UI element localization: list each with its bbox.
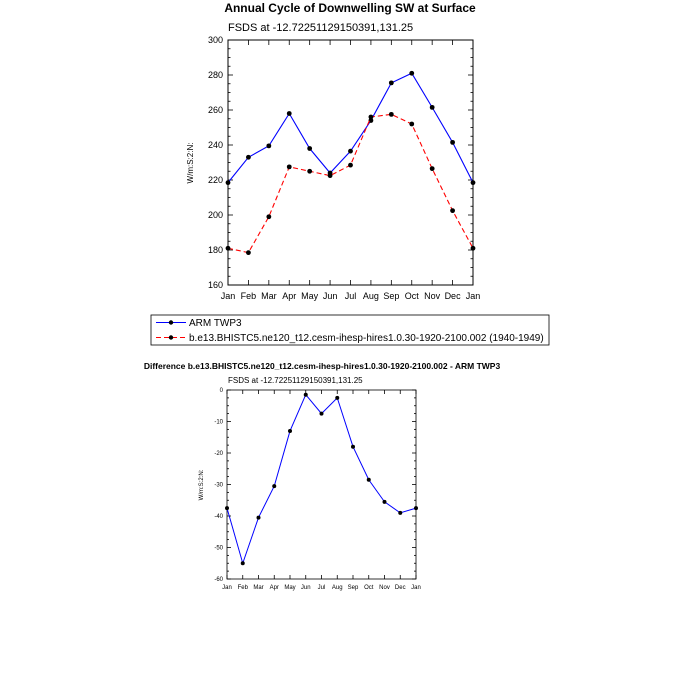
axes [208,35,480,301]
y-tick-label: 300 [207,35,223,46]
x-tick-label: Nov [379,585,390,591]
x-tick-label: Feb [240,291,257,301]
data-point [304,393,308,397]
x-tick-label: Oct [404,291,419,301]
x-tick-label: Oct [364,585,374,591]
data-point [287,111,292,116]
chart-title: Annual Cycle of Downwelling SW at Surface [224,1,476,15]
y-tick-label: 0 [219,388,223,395]
x-tick-label: May [284,585,296,591]
data-point [389,80,394,85]
y-tick-label: -40 [214,514,223,521]
data-point [266,143,271,148]
data-point [307,169,312,174]
y-tick-label: 180 [207,245,223,256]
data-point [369,115,374,120]
data-point [430,166,435,171]
data-point [351,445,355,449]
y-axis-label: W/m:S:2:N: [199,469,205,501]
y-tick-label: 220 [207,175,223,186]
plot-frame [227,390,416,579]
data-point [225,506,229,510]
x-tick-label: Mar [253,585,264,591]
data-point [307,146,312,151]
data-point [328,173,333,178]
data-point [383,500,387,504]
x-tick-label: Apr [282,291,297,301]
data-point [226,246,231,251]
x-tick-label: Dec [394,585,406,591]
legend-label-arm: ARM TWP3 [189,318,242,329]
data-point [288,429,292,433]
y-tick-label: -60 [214,577,223,584]
data-point [266,214,271,219]
x-tick-label: Aug [331,585,343,591]
y-tick-label: 240 [207,140,223,151]
data-point [287,164,292,169]
y-tick-label: 260 [207,105,223,116]
data-point [246,155,251,160]
y-axis-label: W/m:S:2:N: [186,142,195,184]
data-point [398,511,402,515]
data-point [241,561,245,565]
x-tick-label: Feb [237,585,248,591]
plot-frame [228,40,473,285]
x-tick-label: Jul [317,585,326,591]
series-layer [226,71,476,255]
y-tick-label: -20 [214,451,223,458]
y-tick-label: -10 [214,419,223,426]
data-point [335,396,339,400]
y-tick-label: 200 [207,210,223,221]
x-tick-label: Sep [383,291,400,301]
series-layer [225,393,418,566]
y-tick-label: 160 [207,280,223,291]
data-point [471,246,476,251]
data-point [257,516,261,520]
data-point [409,122,414,127]
data-point [409,71,414,76]
legend-label-model: b.e13.BHISTC5.ne120_t12.cesm-ihesp-hires1.0.30-1920-2100.002 (1940-1949) [189,333,544,344]
data-point [348,149,353,154]
legend-marker-arm [169,320,173,324]
difference-chart [144,361,501,591]
x-tick-label: Jan [465,291,481,301]
x-tick-label: Jan [411,585,421,591]
legend-marker-model [169,335,173,339]
data-point [389,112,394,117]
chart-subtitle: FSDS at -12.72251129150391,131.25 [228,22,414,34]
data-point [320,412,324,416]
data-point [367,478,371,482]
x-tick-label: Jun [300,585,311,591]
data-point [348,163,353,168]
x-tick-label: Nov [424,291,441,301]
data-point [246,250,251,255]
data-point [471,180,476,185]
legend [151,315,549,345]
x-tick-label: Apr [269,585,279,591]
data-point [450,140,455,145]
annual-cycle-chart [151,1,549,345]
x-tick-label: Jun [322,291,338,301]
x-tick-label: Aug [362,291,379,301]
data-point [226,180,231,185]
data-point [430,105,435,110]
y-tick-label: -30 [214,482,223,489]
chart-title: Difference b.e13.BHISTC5.ne120_t12.cesm-ihesp-hires1.0.30-1920-2100.002 - ARM TWP3 [143,361,501,371]
data-point [414,506,418,510]
series-line-0 [227,395,416,564]
axes [214,388,421,591]
series-line-1 [228,114,473,252]
x-tick-label: Jul [344,291,357,301]
x-tick-label: Mar [261,291,277,301]
y-tick-label: -50 [214,545,223,552]
x-tick-label: Sep [347,585,359,591]
chart-subtitle: FSDS at -12.72251129150391,131.25 [228,376,363,385]
data-point [450,208,455,213]
x-tick-label: Jan [222,585,232,591]
x-tick-label: Dec [444,291,461,301]
data-point [272,484,276,488]
x-tick-label: May [301,291,319,301]
y-tick-label: 280 [207,70,223,81]
x-tick-label: Jan [220,291,236,301]
